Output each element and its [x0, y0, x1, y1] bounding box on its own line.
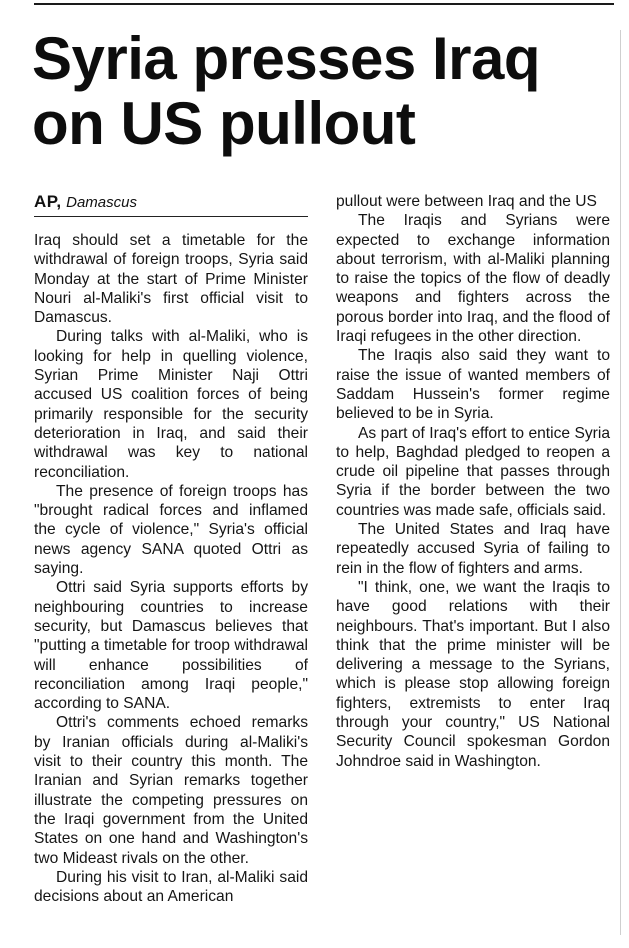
paragraph: As part of Iraq's effort to entice Syria to help, Baghdad pledged to reopen a crude oil pipeline that passes through Syria if the border between the two countries was made safe, officials said.	[336, 424, 610, 519]
paragraph: Ottri said Syria supports efforts by neighbouring countries to increase security, but Damascus believes that "putting a timetable for troop withdrawal will enhance possibilities of reconciliation among Iraqi people," according to SANA.	[34, 579, 308, 713]
byline-agency: AP,	[34, 192, 62, 211]
paragraph: "I think, one, we want the Iraqis to have good relations with their neighbours. That's important. But I also think that the prime minister will be delivering a message to the Syrians, which is please stop allowing foreign fighters, extremists to enter Iraq through your country," US National Security Council spokesman Gordon Johndroe said in Washington.	[336, 578, 610, 770]
byline-dateline: Damascus	[66, 194, 137, 211]
paragraph: The presence of foreign troops has "brought radical forces and inflamed the cycle of violence," Syria's official news agency SANA quoted Ottri as saying.	[34, 482, 308, 578]
article-column-right	[336, 192, 610, 771]
headline: Syria presses Iraq on US pullout	[32, 25, 541, 157]
paragraph: During his visit to Iran, al-Maliki said decisions about an American	[34, 868, 308, 906]
paragraph: The Iraqis also said they want to raise the issue of wanted members of Saddam Hussein's former regime believed to be in Syria.	[336, 347, 610, 423]
paragraph: The Iraqis and Syrians were expected to exchange information about terrorism, with al-Maliki planning to raise the topics of the flow of deadly weapons and fighters across the porous border into Iraq, and the flood of Iraqi refugees in the other direction.	[336, 212, 610, 346]
byline	[34, 192, 308, 217]
article-column-left	[34, 231, 308, 906]
paragraph: pullout were between Iraq and the US	[336, 193, 597, 210]
paragraph: The United States and Iraq have repeatedly accused Syria of failing to rein in the flow of fighters and arms.	[336, 521, 610, 577]
top-rule	[34, 3, 614, 5]
paragraph: Iraq should set a timetable for the withdrawal of foreign troops, Syria said Monday at the start of Prime Minister Nouri al-Maliki's first official visit to Damascus.	[34, 232, 308, 327]
paragraph: Ottri's comments echoed remarks by Iranian officials during al-Maliki's visit to their country this month. The Iranian and Syrian remarks together illustrate the competing pressures on the Iraqi government from the United States on one hand and Washington's two Mideast rivals on the other.	[34, 714, 308, 867]
paragraph: During talks with al-Maliki, who is looking for help in quelling violence, Syrian Prime Minister Naji Ottri accused US coalition forces of being primarily responsible for the security deterioration in Iraq, and said their withdrawal was key to national reconciliation.	[34, 328, 308, 481]
column-edge-rule	[620, 30, 621, 935]
